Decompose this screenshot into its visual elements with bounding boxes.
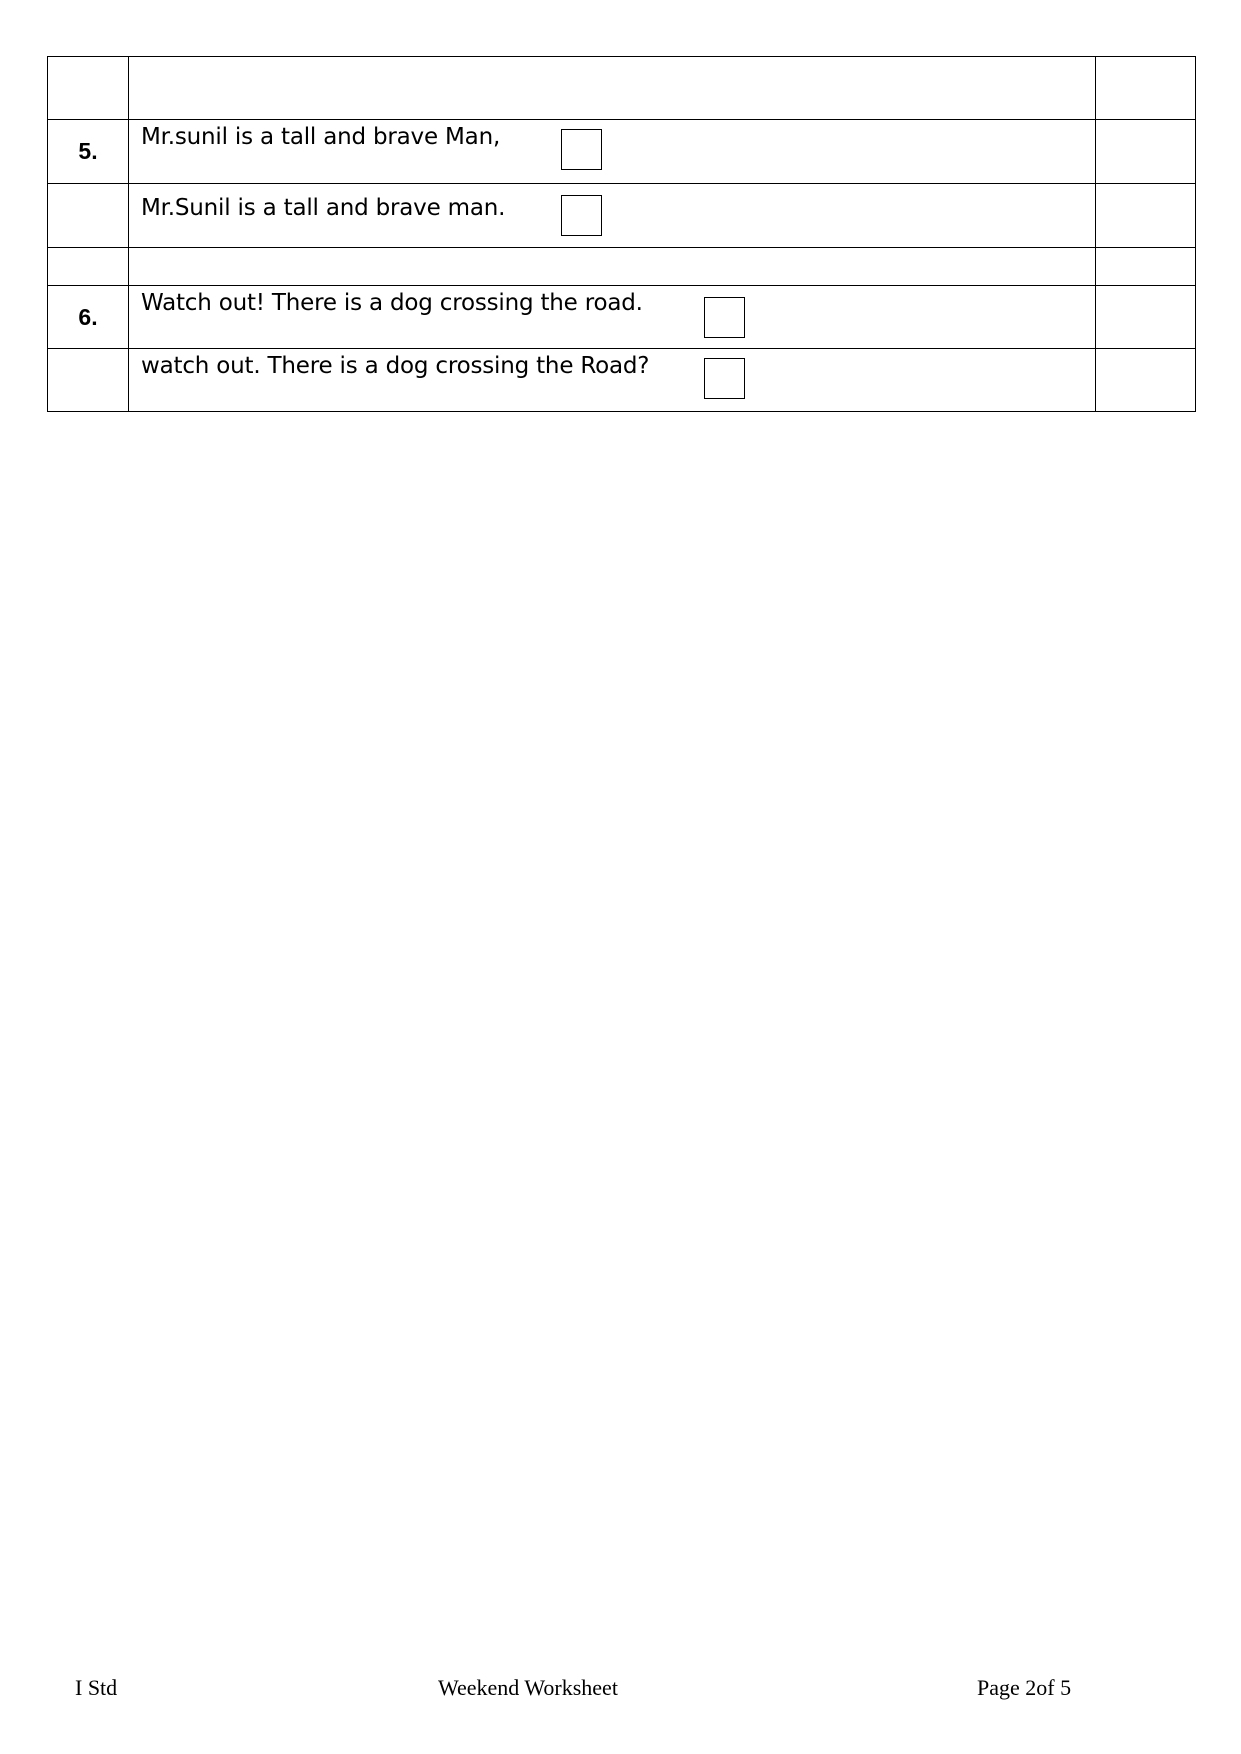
table-row: [48, 286, 1196, 349]
question-number: 5.: [48, 120, 129, 184]
mark-cell: [1096, 184, 1196, 248]
table-row: [48, 248, 1196, 286]
table-row: [48, 120, 1196, 184]
sentence-text: Watch out! There is a dog crossing the road.: [141, 290, 643, 316]
sentence-cell: [129, 120, 1096, 184]
footer-class-label: I Std: [75, 1675, 118, 1700]
answer-checkbox[interactable]: [561, 129, 602, 170]
answer-checkbox[interactable]: [704, 297, 745, 338]
mark-cell: [1096, 248, 1196, 286]
mark-cell: [1096, 57, 1196, 120]
table-row: [48, 57, 1196, 120]
table-row: [48, 184, 1196, 248]
sentence-text: Mr.Sunil is a tall and brave man.: [141, 195, 506, 221]
sentence-text: Mr.sunil is a tall and brave Man,: [141, 124, 501, 150]
sentence-cell: [129, 349, 1096, 412]
mark-cell: [1096, 120, 1196, 184]
mark-cell: [1096, 286, 1196, 349]
question-number: [48, 349, 129, 412]
question-number: [48, 184, 129, 248]
sentence-cell: [129, 286, 1096, 349]
sentence-text: watch out. There is a dog crossing the Road?: [141, 353, 650, 379]
table-row: [48, 349, 1196, 412]
answer-checkbox[interactable]: [704, 358, 745, 399]
answer-checkbox[interactable]: [561, 195, 602, 236]
question-number: [48, 248, 129, 286]
footer-page-number: Page 2of 5: [977, 1675, 1072, 1700]
worksheet-table: [47, 56, 1196, 412]
sentence-cell: [129, 248, 1096, 286]
sentence-cell: [129, 184, 1096, 248]
question-number: 6.: [48, 286, 129, 349]
footer-title: Weekend Worksheet: [438, 1675, 618, 1700]
sentence-cell: [129, 57, 1096, 120]
question-number: [48, 57, 129, 120]
mark-cell: [1096, 349, 1196, 412]
